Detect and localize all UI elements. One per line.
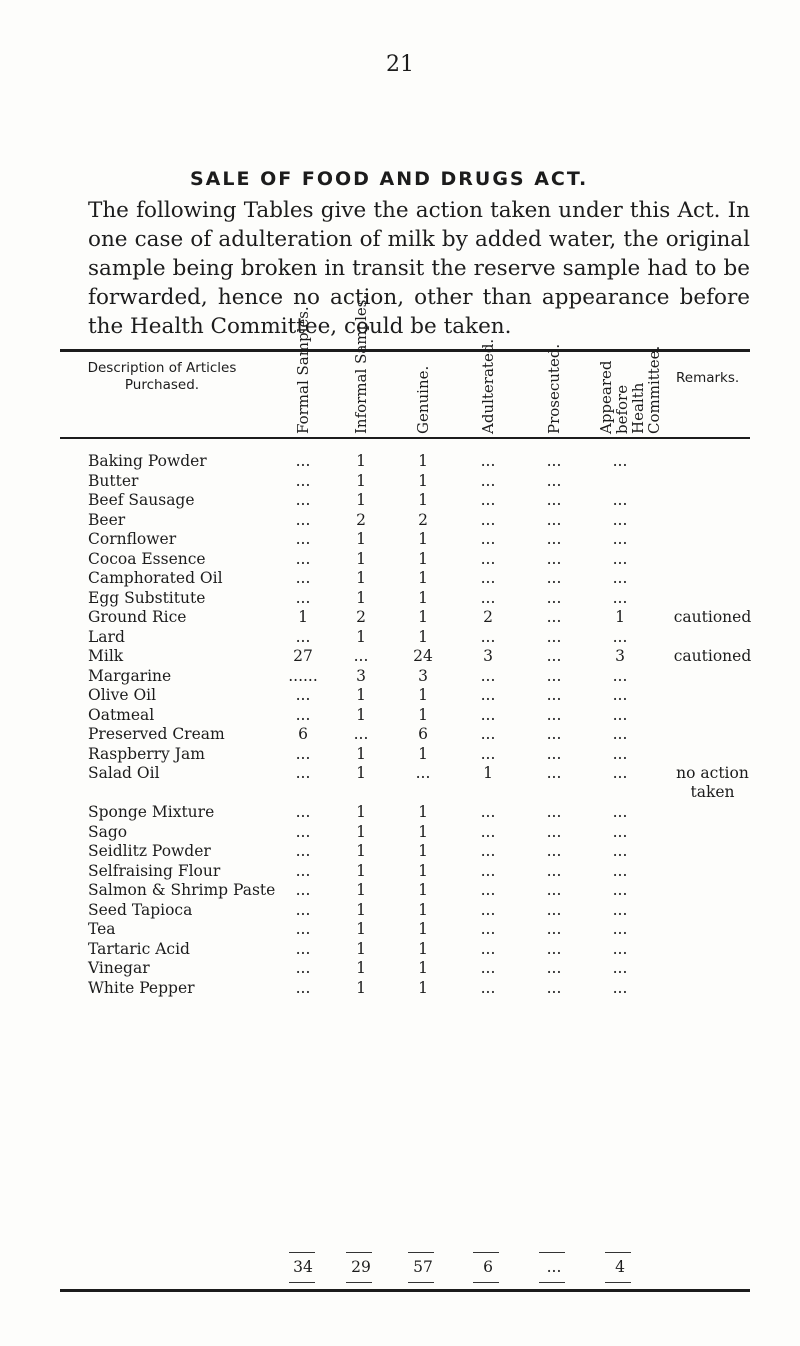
separator xyxy=(605,1252,631,1253)
cell-prosecuted: ... xyxy=(546,939,562,958)
cell-formal: ... xyxy=(295,900,311,919)
article-name: Sponge Mixture xyxy=(88,803,215,821)
cell-adulterated: ... xyxy=(480,959,496,977)
separator xyxy=(539,1252,565,1253)
cell-prosecuted: ... xyxy=(546,491,562,509)
header-genuine-text: Genuine. xyxy=(414,365,432,434)
cell-adulterated: ... xyxy=(480,530,496,548)
article-name: Lard xyxy=(88,627,125,646)
table-row xyxy=(0,569,800,589)
cell-informal: 1 xyxy=(356,978,366,997)
total-prosecuted: ... xyxy=(546,1258,562,1276)
header-appeared-text: Appeared before Health Committee. xyxy=(597,345,663,434)
cell-formal: ... xyxy=(295,764,311,782)
cell-genuine: 1 xyxy=(418,627,428,646)
cell-formal: ... xyxy=(295,549,311,568)
article-name: Egg Substitute xyxy=(88,588,206,607)
cell-appeared: ... xyxy=(612,549,628,568)
cell-adulterated: ... xyxy=(480,686,496,704)
cell-formal: ... xyxy=(295,452,311,470)
table-bottom-rule xyxy=(60,1289,750,1292)
cell-formal: ... xyxy=(295,803,311,821)
article-name: Beer xyxy=(88,510,126,529)
cell-informal: 1 xyxy=(356,744,366,763)
cell-formal: 27 xyxy=(293,647,313,665)
cell-prosecuted: ... xyxy=(546,803,562,821)
table-row xyxy=(0,491,800,511)
cell-adulterated: ... xyxy=(480,569,496,587)
cell-informal: 1 xyxy=(356,803,366,821)
cell-informal: 1 xyxy=(356,471,366,490)
table-row xyxy=(0,472,800,492)
cell-prosecuted: ... xyxy=(546,627,562,646)
cell-informal: 1 xyxy=(356,588,366,607)
table-row xyxy=(0,511,800,531)
cell-remarks: cautioned xyxy=(673,647,752,665)
cell-prosecuted: ... xyxy=(546,686,562,704)
table-row xyxy=(0,979,800,999)
cell-genuine: 1 xyxy=(418,471,428,490)
cell-genuine: 1 xyxy=(418,530,428,548)
cell-adulterated: ... xyxy=(480,705,496,724)
cell-adulterated: ... xyxy=(480,491,496,509)
cell-informal: 1 xyxy=(356,549,366,568)
header-formal-text: Formal Samples. xyxy=(294,306,312,434)
page-number: 21 xyxy=(386,52,414,77)
table-row xyxy=(0,608,800,628)
article-name: Camphorated Oil xyxy=(88,569,223,587)
cell-genuine: 6 xyxy=(418,725,428,743)
cell-formal: ... xyxy=(295,705,311,724)
cell-prosecuted: ... xyxy=(546,861,562,880)
cell-adulterated: ... xyxy=(480,978,496,997)
cell-genuine: 1 xyxy=(418,744,428,763)
cell-prosecuted: ... xyxy=(546,920,562,938)
header-prosecuted xyxy=(536,343,572,434)
cell-formal: ... xyxy=(295,627,311,646)
cell-genuine: 1 xyxy=(418,705,428,724)
cell-prosecuted: ... xyxy=(546,569,562,587)
cell-remarks: no action taken xyxy=(676,764,749,801)
cell-adulterated: ... xyxy=(480,666,496,685)
cell-formal: ... xyxy=(295,920,311,938)
cell-informal: 1 xyxy=(356,842,366,860)
cell-informal: 1 xyxy=(356,452,366,470)
cell-appeared: ... xyxy=(612,452,628,470)
cell-prosecuted: ... xyxy=(546,900,562,919)
cell-adulterated: ... xyxy=(480,744,496,763)
separator xyxy=(473,1282,499,1283)
article-name: Salad Oil xyxy=(88,764,160,782)
cell-appeared: ... xyxy=(612,666,628,685)
table-row xyxy=(0,842,800,862)
article-name: Selfraising Flour xyxy=(88,861,221,880)
cell-adulterated: ... xyxy=(480,725,496,743)
cell-appeared: ... xyxy=(612,939,628,958)
cell-genuine: 1 xyxy=(418,978,428,997)
article-name: Olive Oil xyxy=(88,686,157,704)
table-row xyxy=(0,959,800,979)
cell-formal: ... xyxy=(295,510,311,529)
cell-informal: 1 xyxy=(356,861,366,880)
table-row xyxy=(0,940,800,960)
cell-appeared: ... xyxy=(612,530,628,548)
cell-prosecuted: ... xyxy=(546,978,562,997)
cell-genuine: 3 xyxy=(418,666,428,685)
cell-formal: ... xyxy=(295,588,311,607)
total-genuine: 57 xyxy=(413,1258,433,1276)
table-row xyxy=(0,589,800,609)
cell-genuine: ... xyxy=(415,764,431,782)
cell-formal: 1 xyxy=(298,608,308,626)
intro-paragraph: The following Tables give the action taken under this Act. In one case of adulteration of milk by added water, the original sample being broken in transit the reserve sample had to be forwarded, hence no action, other than appearance before the Health Committee, could be taken. xyxy=(88,198,750,339)
cell-genuine: 1 xyxy=(418,803,428,821)
cell-prosecuted: ... xyxy=(546,588,562,607)
separator xyxy=(408,1282,434,1283)
article-name: Tartaric Acid xyxy=(88,939,190,958)
cell-appeared: ... xyxy=(612,725,628,743)
cell-genuine: 1 xyxy=(418,452,428,470)
cell-prosecuted: ... xyxy=(546,647,562,665)
cell-appeared: ... xyxy=(612,569,628,587)
cell-informal: 1 xyxy=(356,491,366,509)
separator xyxy=(289,1282,315,1283)
separator xyxy=(539,1282,565,1283)
cell-adulterated: ... xyxy=(480,452,496,470)
cell-formal: ... xyxy=(295,491,311,509)
article-name: Milk xyxy=(88,647,124,665)
cell-appeared: ... xyxy=(612,959,628,977)
cell-remarks: cautioned xyxy=(673,608,752,626)
table-row xyxy=(0,686,800,706)
cell-prosecuted: ... xyxy=(546,725,562,743)
cell-adulterated: 2 xyxy=(483,608,493,626)
cell-adulterated: 3 xyxy=(483,647,493,665)
cell-appeared: ... xyxy=(612,803,628,821)
article-name: Raspberry Jam xyxy=(88,744,205,763)
table-row xyxy=(0,901,800,921)
cell-appeared: ... xyxy=(612,627,628,646)
table-row xyxy=(0,764,800,803)
header-informal xyxy=(343,294,379,434)
cell-informal: 2 xyxy=(356,608,366,626)
cell-genuine: 24 xyxy=(413,647,433,665)
table-row xyxy=(0,823,800,843)
total-adulterated: 6 xyxy=(483,1258,493,1276)
cell-formal: ... xyxy=(295,861,311,880)
cell-appeared: ... xyxy=(612,822,628,841)
cell-informal: ... xyxy=(353,647,369,665)
cell-prosecuted: ... xyxy=(546,764,562,782)
cell-prosecuted: ... xyxy=(546,705,562,724)
cell-appeared: ... xyxy=(612,744,628,763)
table-header-rule xyxy=(60,437,750,439)
cell-appeared: ... xyxy=(612,491,628,509)
cell-genuine: 1 xyxy=(418,939,428,958)
cell-appeared: ... xyxy=(612,686,628,704)
cell-adulterated: ... xyxy=(480,549,496,568)
cell-formal: ... xyxy=(295,686,311,704)
article-name: Preserved Cream xyxy=(88,725,225,743)
cell-genuine: 1 xyxy=(418,861,428,880)
cell-appeared: ... xyxy=(612,881,628,899)
table-row xyxy=(0,530,800,550)
cell-prosecuted: ... xyxy=(546,510,562,529)
cell-adulterated: ... xyxy=(480,939,496,958)
table-row xyxy=(0,745,800,765)
article-name: Ground Rice xyxy=(88,608,187,626)
cell-formal: ... xyxy=(295,881,311,899)
cell-informal: 1 xyxy=(356,705,366,724)
cell-informal: 1 xyxy=(356,627,366,646)
cell-appeared: ... xyxy=(612,705,628,724)
cell-genuine: 1 xyxy=(418,491,428,509)
total-formal: 34 xyxy=(293,1258,313,1276)
table-row xyxy=(0,725,800,745)
table-row xyxy=(0,452,800,472)
table-row xyxy=(0,628,800,648)
cell-informal: 1 xyxy=(356,686,366,704)
table-row xyxy=(0,881,800,901)
article-name: Butter xyxy=(88,471,139,490)
cell-genuine: 1 xyxy=(418,900,428,919)
cell-adulterated: ... xyxy=(480,822,496,841)
cell-prosecuted: ... xyxy=(546,842,562,860)
cell-genuine: 1 xyxy=(418,920,428,938)
cell-prosecuted: ... xyxy=(546,959,562,977)
cell-informal: 1 xyxy=(356,569,366,587)
cell-informal: 1 xyxy=(356,764,366,782)
cell-informal: 1 xyxy=(356,959,366,977)
cell-appeared: ... xyxy=(612,978,628,997)
article-name: Beef Sausage xyxy=(88,491,195,509)
cell-prosecuted: ... xyxy=(546,452,562,470)
cell-formal: ... xyxy=(295,569,311,587)
cell-formal: 6 xyxy=(298,725,308,743)
separator xyxy=(473,1252,499,1253)
cell-genuine: 1 xyxy=(418,569,428,587)
separator xyxy=(346,1282,372,1283)
header-remarks: Remarks. xyxy=(676,370,740,386)
cell-adulterated: ... xyxy=(480,842,496,860)
table-row xyxy=(0,550,800,570)
cell-informal: ... xyxy=(353,725,369,743)
table-row xyxy=(0,706,800,726)
table-row xyxy=(0,647,800,667)
cell-appeared: ... xyxy=(612,861,628,880)
cell-appeared: 1 xyxy=(615,608,625,626)
cell-prosecuted: ... xyxy=(546,530,562,548)
cell-formal: ... xyxy=(295,842,311,860)
cell-adulterated: ... xyxy=(480,861,496,880)
cell-formal: ... xyxy=(295,939,311,958)
cell-genuine: 1 xyxy=(418,686,428,704)
article-name: Vinegar xyxy=(88,959,150,977)
table-row xyxy=(0,667,800,687)
header-adulterated-text: Adulterated. xyxy=(479,338,497,434)
cell-informal: 1 xyxy=(356,881,366,899)
cell-adulterated: ... xyxy=(480,900,496,919)
article-name: Tea xyxy=(88,920,116,938)
article-name: Seed Tapioca xyxy=(88,900,193,919)
article-name: Sago xyxy=(88,822,128,841)
cell-prosecuted: ... xyxy=(546,471,562,490)
article-name: Cornflower xyxy=(88,530,177,548)
cell-appeared: ... xyxy=(612,920,628,938)
cell-adulterated: ... xyxy=(480,803,496,821)
separator xyxy=(346,1252,372,1253)
table-row xyxy=(0,862,800,882)
header-appeared xyxy=(597,345,663,434)
table-body xyxy=(0,452,800,998)
cell-genuine: 1 xyxy=(418,881,428,899)
cell-prosecuted: ... xyxy=(546,744,562,763)
article-name: White Pepper xyxy=(88,978,195,997)
cell-appeared: 3 xyxy=(615,647,625,665)
separator xyxy=(408,1252,434,1253)
article-name: Salmon & Shrimp Paste xyxy=(88,881,276,899)
cell-adulterated: ... xyxy=(480,920,496,938)
section-title: SALE OF FOOD AND DRUGS ACT. xyxy=(190,168,589,190)
header-informal-text: Informal Samples. xyxy=(352,294,370,434)
cell-informal: 3 xyxy=(356,666,366,685)
separator xyxy=(289,1252,315,1253)
cell-formal: ... xyxy=(295,959,311,977)
cell-informal: 1 xyxy=(356,939,366,958)
total-informal: 29 xyxy=(351,1258,371,1276)
cell-adulterated: ... xyxy=(480,471,496,490)
article-name: Seidlitz Powder xyxy=(88,842,211,860)
cell-informal: 2 xyxy=(356,510,366,529)
cell-genuine: 1 xyxy=(418,842,428,860)
cell-genuine: 1 xyxy=(418,608,428,626)
cell-genuine: 2 xyxy=(418,510,428,529)
cell-adulterated: ... xyxy=(480,627,496,646)
cell-appeared: ... xyxy=(612,764,628,782)
header-adulterated xyxy=(470,338,506,434)
cell-appeared: ... xyxy=(612,588,628,607)
cell-formal: ... xyxy=(295,744,311,763)
cell-prosecuted: ... xyxy=(546,822,562,841)
cell-appeared: ... xyxy=(612,900,628,919)
cell-adulterated: ... xyxy=(480,881,496,899)
cell-prosecuted: ... xyxy=(546,666,562,685)
table-row xyxy=(0,920,800,940)
cell-appeared: ... xyxy=(612,842,628,860)
separator xyxy=(605,1282,631,1283)
cell-genuine: 1 xyxy=(418,549,428,568)
article-name: Cocoa Essence xyxy=(88,549,206,568)
header-description: Description of Articles Purchased. xyxy=(87,360,237,393)
table-row xyxy=(0,803,800,823)
cell-prosecuted: ... xyxy=(546,608,562,626)
header-prosecuted-text: Prosecuted. xyxy=(545,343,563,434)
cell-genuine: 1 xyxy=(418,822,428,841)
cell-prosecuted: ... xyxy=(546,881,562,899)
cell-informal: 1 xyxy=(356,920,366,938)
cell-genuine: 1 xyxy=(418,959,428,977)
cell-adulterated: 1 xyxy=(483,764,493,782)
total-appeared: 4 xyxy=(615,1258,625,1276)
cell-adulterated: ... xyxy=(480,510,496,529)
header-genuine xyxy=(405,350,441,434)
article-name: Baking Powder xyxy=(88,452,207,470)
cell-informal: 1 xyxy=(356,900,366,919)
article-name: Margarine xyxy=(88,666,172,685)
cell-formal: ... xyxy=(295,471,311,490)
cell-formal: ... xyxy=(295,978,311,997)
cell-formal: ...... xyxy=(288,666,318,685)
cell-prosecuted: ... xyxy=(546,549,562,568)
cell-adulterated: ... xyxy=(480,588,496,607)
cell-formal: ... xyxy=(295,822,311,841)
cell-informal: 1 xyxy=(356,530,366,548)
cell-genuine: 1 xyxy=(418,588,428,607)
cell-appeared: ... xyxy=(612,510,628,529)
cell-formal: ... xyxy=(295,530,311,548)
header-formal xyxy=(285,306,321,434)
article-name: Oatmeal xyxy=(88,705,155,724)
cell-informal: 1 xyxy=(356,822,366,841)
